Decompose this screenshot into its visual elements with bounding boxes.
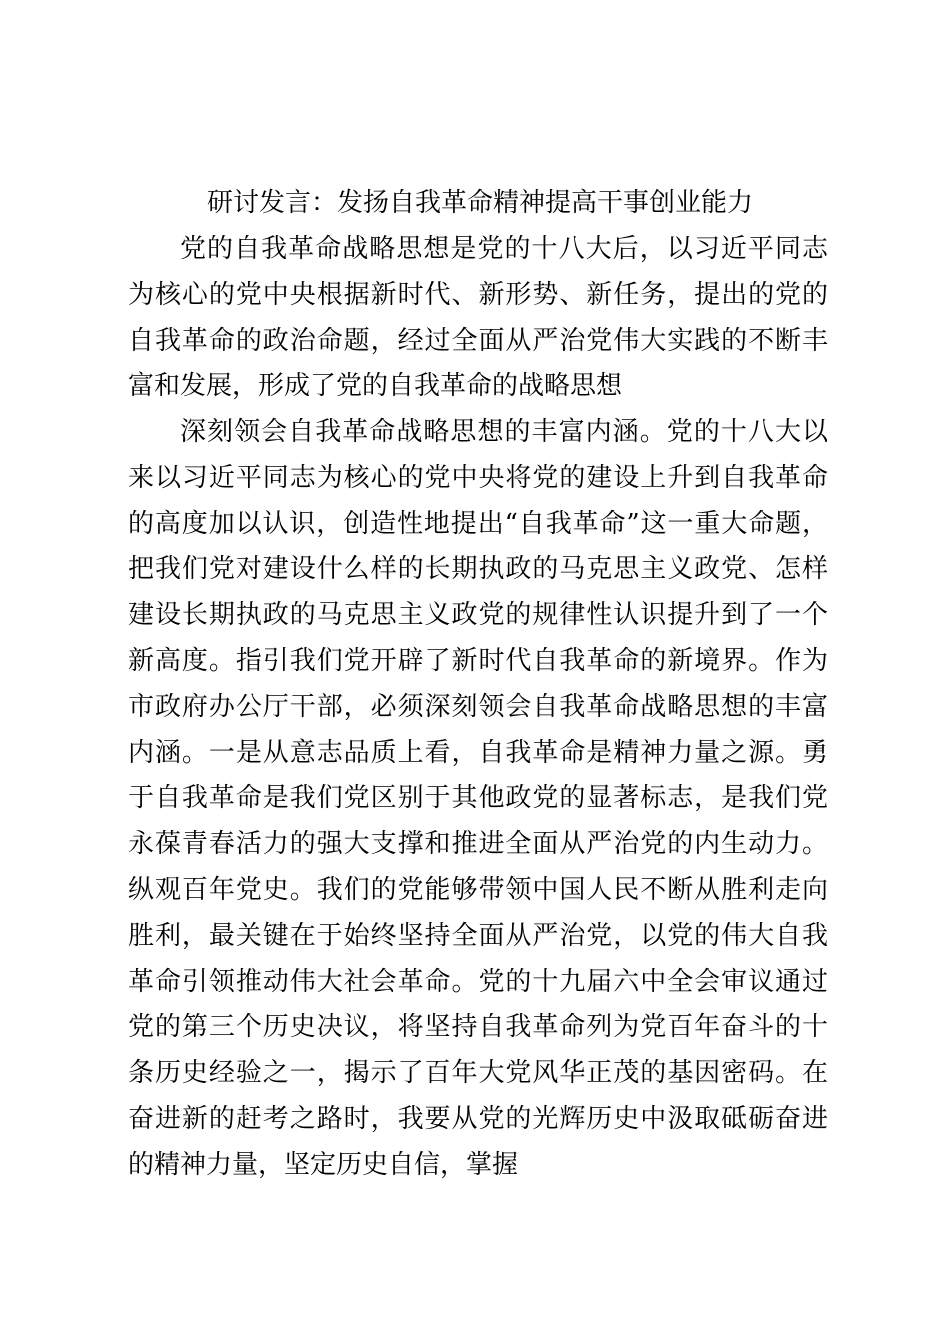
document-title: 研讨发言：发扬自我革命精神提高干事创业能力 (206, 188, 753, 218)
paragraph-2: 深刻领会自我革命战略思想的丰富内涵。党的十八大以来以习近平同志为核心的党中央将党的建设上升到自我革命的高度加以认识，创造性地提出“自我革命”这一重大命题，把我们党对建设什么样的长期执政的马克思主义政党、怎样建设长期执政的马克思主义政党的规律性认识提升到了一个新高度。指引我们党开辟了新时代自我革命的新境界。作为市政府办公厅干部，必须深刻领会自我革命战略思想的丰富内涵。一是从意志品质上看，自我革命是精神力量之源。勇于自我革命是我们党区别于其他政党的显著标志，是我们党永葆青春活力的强大支撑和推进全面从严治党的内生动力。纵观百年党史。我们的党能够带领中国人民不断从胜利走向胜利，最关键在于始终坚持全面从严治党，以党的伟大自我革命引领推动伟大社会革命。党的十九届六中全会审议通过党的第三个历史决议，将坚持自我革命列为党百年奋斗的十条历史经验之一，揭示了百年大党风华正茂的基因密码。在奋进新的赶考之路时，我要从党的光辉历史中汲取砥砺奋进的精神力量，坚定历史自信，掌握 (128, 417, 828, 1180)
paragraph-1: 党的自我革命战略思想是党的十八大后，以习近平同志为核心的党中央根据新时代、新形势、新任务，提出的党的自我革命的政治命题，经过全面从严治党伟大实践的不断丰富和发展，形成了党的自我革命的战略思想 (128, 234, 828, 402)
